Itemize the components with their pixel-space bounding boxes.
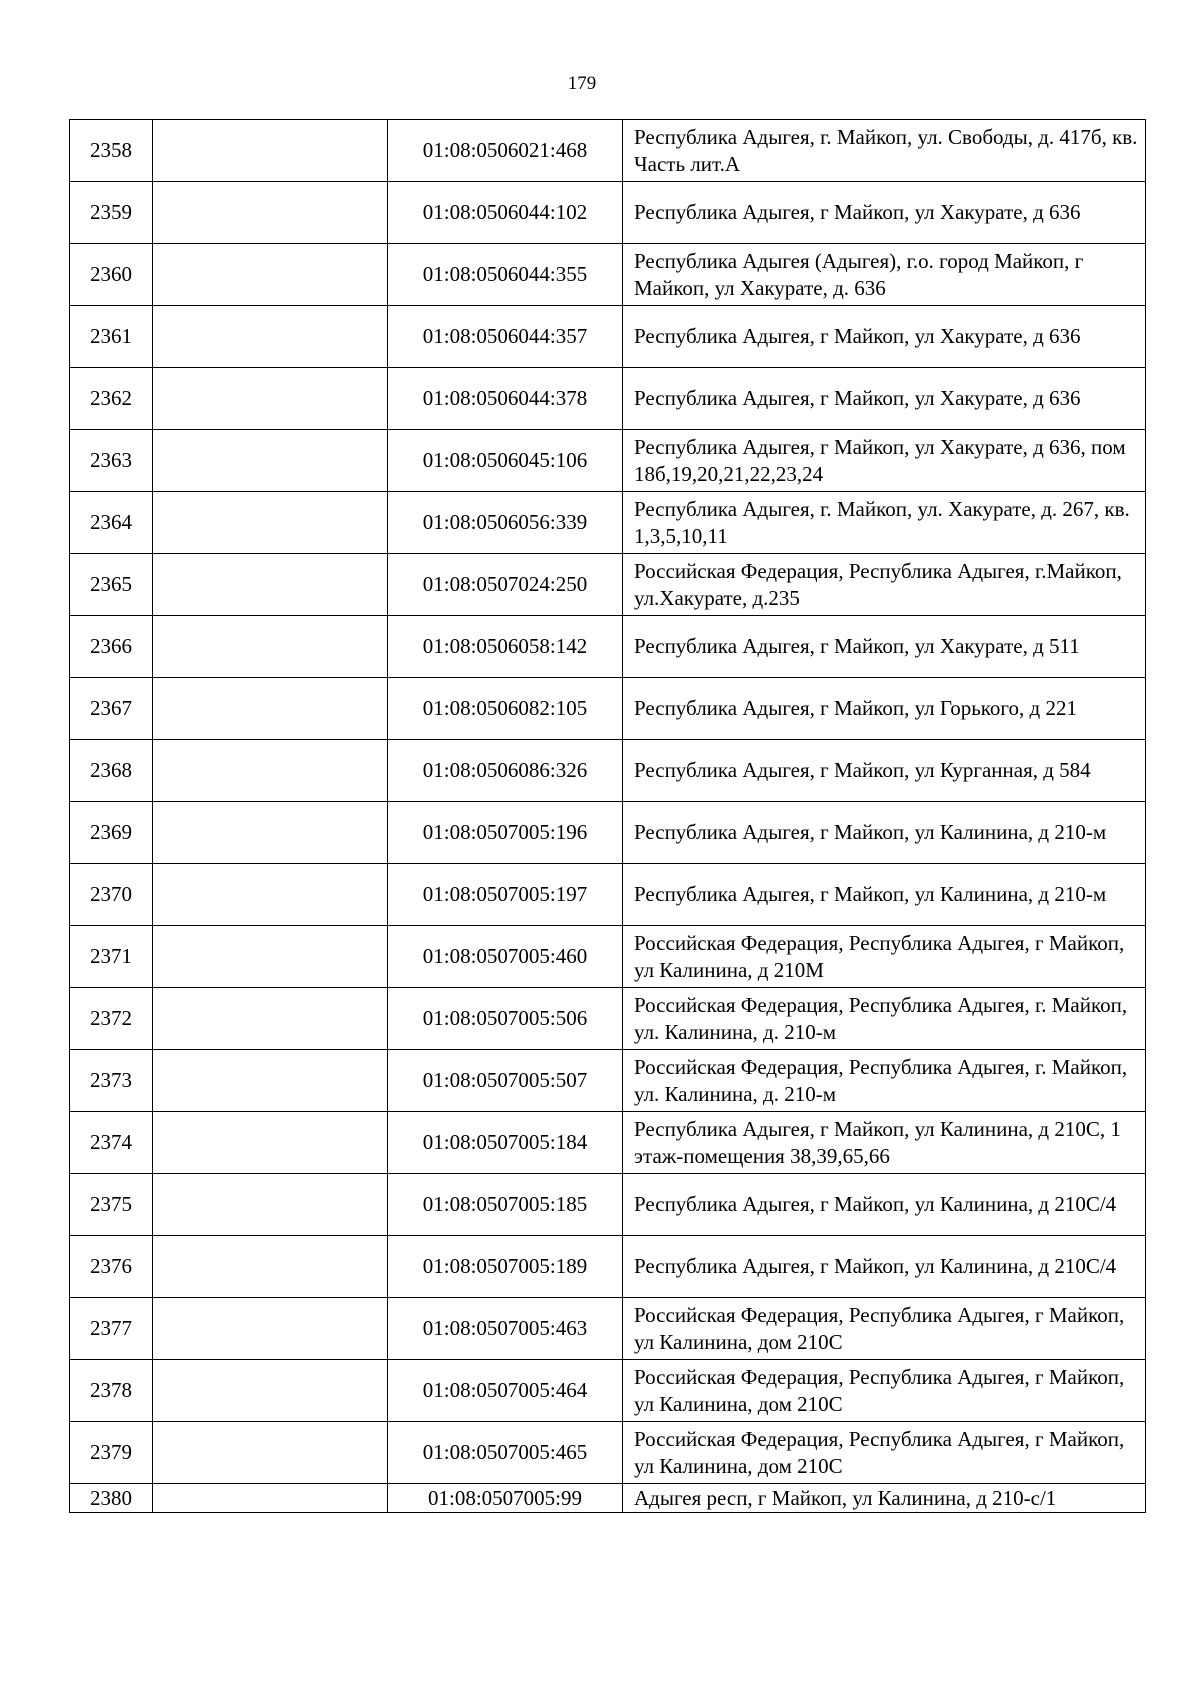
table-row — [70, 740, 1146, 802]
address-cell: Российская Федерация, Республика Адыгея, г. Майкоп, ул. Калинина, д. 210-м — [623, 988, 1146, 1050]
row-number-cell: 2369 — [70, 802, 153, 864]
table-row — [70, 802, 1146, 864]
address-cell: Российская Федерация, Республика Адыгея, г Майкоп, ул Калинина, дом 210С — [623, 1298, 1146, 1360]
row-number-cell: 2365 — [70, 554, 153, 616]
table-row — [70, 1050, 1146, 1112]
object-name-cell — [153, 1484, 388, 1513]
address-cell: Республика Адыгея, г Майкоп, ул Хакурате, д 636 — [623, 306, 1146, 368]
cadastral-number-cell: 01:08:0507005:507 — [388, 1050, 623, 1112]
object-name-cell — [153, 988, 388, 1050]
object-name-cell — [153, 492, 388, 554]
object-name-cell — [153, 1112, 388, 1174]
table-row — [70, 1298, 1146, 1360]
address-cell: Республика Адыгея, г Майкоп, ул Калинина, д 210С/4 — [623, 1236, 1146, 1298]
registry-table-body — [70, 120, 1146, 1513]
address-cell: Республика Адыгея, г Майкоп, ул Курганная, д 584 — [623, 740, 1146, 802]
object-name-cell — [153, 802, 388, 864]
row-number-cell: 2377 — [70, 1298, 153, 1360]
row-number-cell: 2363 — [70, 430, 153, 492]
cadastral-number-cell: 01:08:0507005:506 — [388, 988, 623, 1050]
object-name-cell — [153, 1298, 388, 1360]
address-cell: Российская Федерация, Республика Адыгея, г Майкоп, ул Калинина, дом 210С — [623, 1360, 1146, 1422]
table-row — [70, 1422, 1146, 1484]
cadastral-number-cell: 01:08:0507005:196 — [388, 802, 623, 864]
cadastral-number-cell: 01:08:0506021:468 — [388, 120, 623, 182]
row-number-cell: 2372 — [70, 988, 153, 1050]
object-name-cell — [153, 678, 388, 740]
table-row — [70, 1360, 1146, 1422]
address-cell: Республика Адыгея, г. Майкоп, ул. Свободы, д. 417б, кв. Часть лит.А — [623, 120, 1146, 182]
row-number-cell: 2362 — [70, 368, 153, 430]
row-number-cell: 2358 — [70, 120, 153, 182]
address-cell: Республика Адыгея, г Майкоп, ул Хакурате, д 636 — [623, 368, 1146, 430]
row-number-cell: 2360 — [70, 244, 153, 306]
object-name-cell — [153, 1050, 388, 1112]
cadastral-number-cell: 01:08:0507005:184 — [388, 1112, 623, 1174]
object-name-cell — [153, 120, 388, 182]
table-row — [70, 182, 1146, 244]
cadastral-number-cell: 01:08:0507005:464 — [388, 1360, 623, 1422]
object-name-cell — [153, 244, 388, 306]
address-cell: Республика Адыгея, г Майкоп, ул Горького, д 221 — [623, 678, 1146, 740]
row-number-cell: 2367 — [70, 678, 153, 740]
row-number-cell: 2373 — [70, 1050, 153, 1112]
object-name-cell — [153, 368, 388, 430]
object-name-cell — [153, 1422, 388, 1484]
table-row — [70, 678, 1146, 740]
address-cell: Республика Адыгея, г. Майкоп, ул. Хакурате, д. 267, кв. 1,3,5,10,11 — [623, 492, 1146, 554]
cadastral-number-cell: 01:08:0506044:355 — [388, 244, 623, 306]
address-cell: Республика Адыгея (Адыгея), г.о. город Майкоп, г Майкоп, ул Хакурате, д. 636 — [623, 244, 1146, 306]
table-row — [70, 120, 1146, 182]
address-cell: Республика Адыгея, г Майкоп, ул Калинина, д 210-м — [623, 864, 1146, 926]
object-name-cell — [153, 1174, 388, 1236]
object-name-cell — [153, 926, 388, 988]
address-cell: Республика Адыгея, г Майкоп, ул Калинина, д 210-м — [623, 802, 1146, 864]
address-cell: Республика Адыгея, г Майкоп, ул Калинина, д 210С/4 — [623, 1174, 1146, 1236]
address-cell: Российская Федерация, Республика Адыгея, г Майкоп, ул Калинина, дом 210С — [623, 1422, 1146, 1484]
object-name-cell — [153, 740, 388, 802]
address-cell: Российская Федерация, Республика Адыгея, г. Майкоп, ул. Калинина, д. 210-м — [623, 1050, 1146, 1112]
table-row — [70, 616, 1146, 678]
cadastral-number-cell: 01:08:0506082:105 — [388, 678, 623, 740]
table-row — [70, 492, 1146, 554]
address-cell: Республика Адыгея, г Майкоп, ул Хакурате, д 636, пом 18б,19,20,21,22,23,24 — [623, 430, 1146, 492]
object-name-cell — [153, 616, 388, 678]
table-row — [70, 988, 1146, 1050]
address-cell: Республика Адыгея, г Майкоп, ул Хакурате, д 511 — [623, 616, 1146, 678]
row-number-cell: 2378 — [70, 1360, 153, 1422]
row-number-cell: 2368 — [70, 740, 153, 802]
table-row — [70, 926, 1146, 988]
table-row — [70, 368, 1146, 430]
address-cell: Республика Адыгея, г Майкоп, ул Хакурате, д 636 — [623, 182, 1146, 244]
cadastral-number-cell: 01:08:0506044:378 — [388, 368, 623, 430]
row-number-cell: 2370 — [70, 864, 153, 926]
cadastral-number-cell: 01:08:0506044:102 — [388, 182, 623, 244]
cadastral-number-cell: 01:08:0507005:463 — [388, 1298, 623, 1360]
cadastral-number-cell: 01:08:0507005:99 — [388, 1484, 623, 1513]
cadastral-number-cell: 01:08:0507024:250 — [388, 554, 623, 616]
row-number-cell: 2375 — [70, 1174, 153, 1236]
table-row — [70, 244, 1146, 306]
cadastral-number-cell: 01:08:0507005:189 — [388, 1236, 623, 1298]
address-cell: Российская Федерация, Республика Адыгея, г Майкоп, ул Калинина, д 210М — [623, 926, 1146, 988]
row-number-cell: 2364 — [70, 492, 153, 554]
table-row — [70, 864, 1146, 926]
row-number-cell: 2376 — [70, 1236, 153, 1298]
address-cell: Адыгея респ, г Майкоп, ул Калинина, д 210-с/1 — [623, 1484, 1146, 1513]
cadastral-number-cell: 01:08:0506058:142 — [388, 616, 623, 678]
cadastral-number-cell: 01:08:0507005:185 — [388, 1174, 623, 1236]
table-row — [70, 1174, 1146, 1236]
row-number-cell: 2380 — [70, 1484, 153, 1513]
object-name-cell — [153, 306, 388, 368]
cadastral-number-cell: 01:08:0506044:357 — [388, 306, 623, 368]
row-number-cell: 2374 — [70, 1112, 153, 1174]
table-row — [70, 306, 1146, 368]
row-number-cell: 2359 — [70, 182, 153, 244]
table-row — [70, 1112, 1146, 1174]
row-number-cell: 2371 — [70, 926, 153, 988]
object-name-cell — [153, 1360, 388, 1422]
object-name-cell — [153, 430, 388, 492]
table-row — [70, 1484, 1146, 1513]
cadastral-number-cell: 01:08:0506056:339 — [388, 492, 623, 554]
row-number-cell: 2379 — [70, 1422, 153, 1484]
cadastral-number-cell: 01:08:0506045:106 — [388, 430, 623, 492]
cadastral-number-cell: 01:08:0507005:465 — [388, 1422, 623, 1484]
cadastral-number-cell: 01:08:0507005:460 — [388, 926, 623, 988]
table-row — [70, 430, 1146, 492]
table-row — [70, 554, 1146, 616]
object-name-cell — [153, 554, 388, 616]
table-row — [70, 1236, 1146, 1298]
object-name-cell — [153, 864, 388, 926]
row-number-cell: 2366 — [70, 616, 153, 678]
cadastral-number-cell: 01:08:0507005:197 — [388, 864, 623, 926]
page-number: 179 — [567, 73, 597, 94]
registry-table — [69, 119, 1146, 1513]
object-name-cell — [153, 1236, 388, 1298]
row-number-cell: 2361 — [70, 306, 153, 368]
address-cell: Республика Адыгея, г Майкоп, ул Калинина, д 210С, 1 этаж-помещения 38,39,65,66 — [623, 1112, 1146, 1174]
object-name-cell — [153, 182, 388, 244]
address-cell: Российская Федерация, Республика Адыгея, г.Майкоп, ул.Хакурате, д.235 — [623, 554, 1146, 616]
cadastral-number-cell: 01:08:0506086:326 — [388, 740, 623, 802]
